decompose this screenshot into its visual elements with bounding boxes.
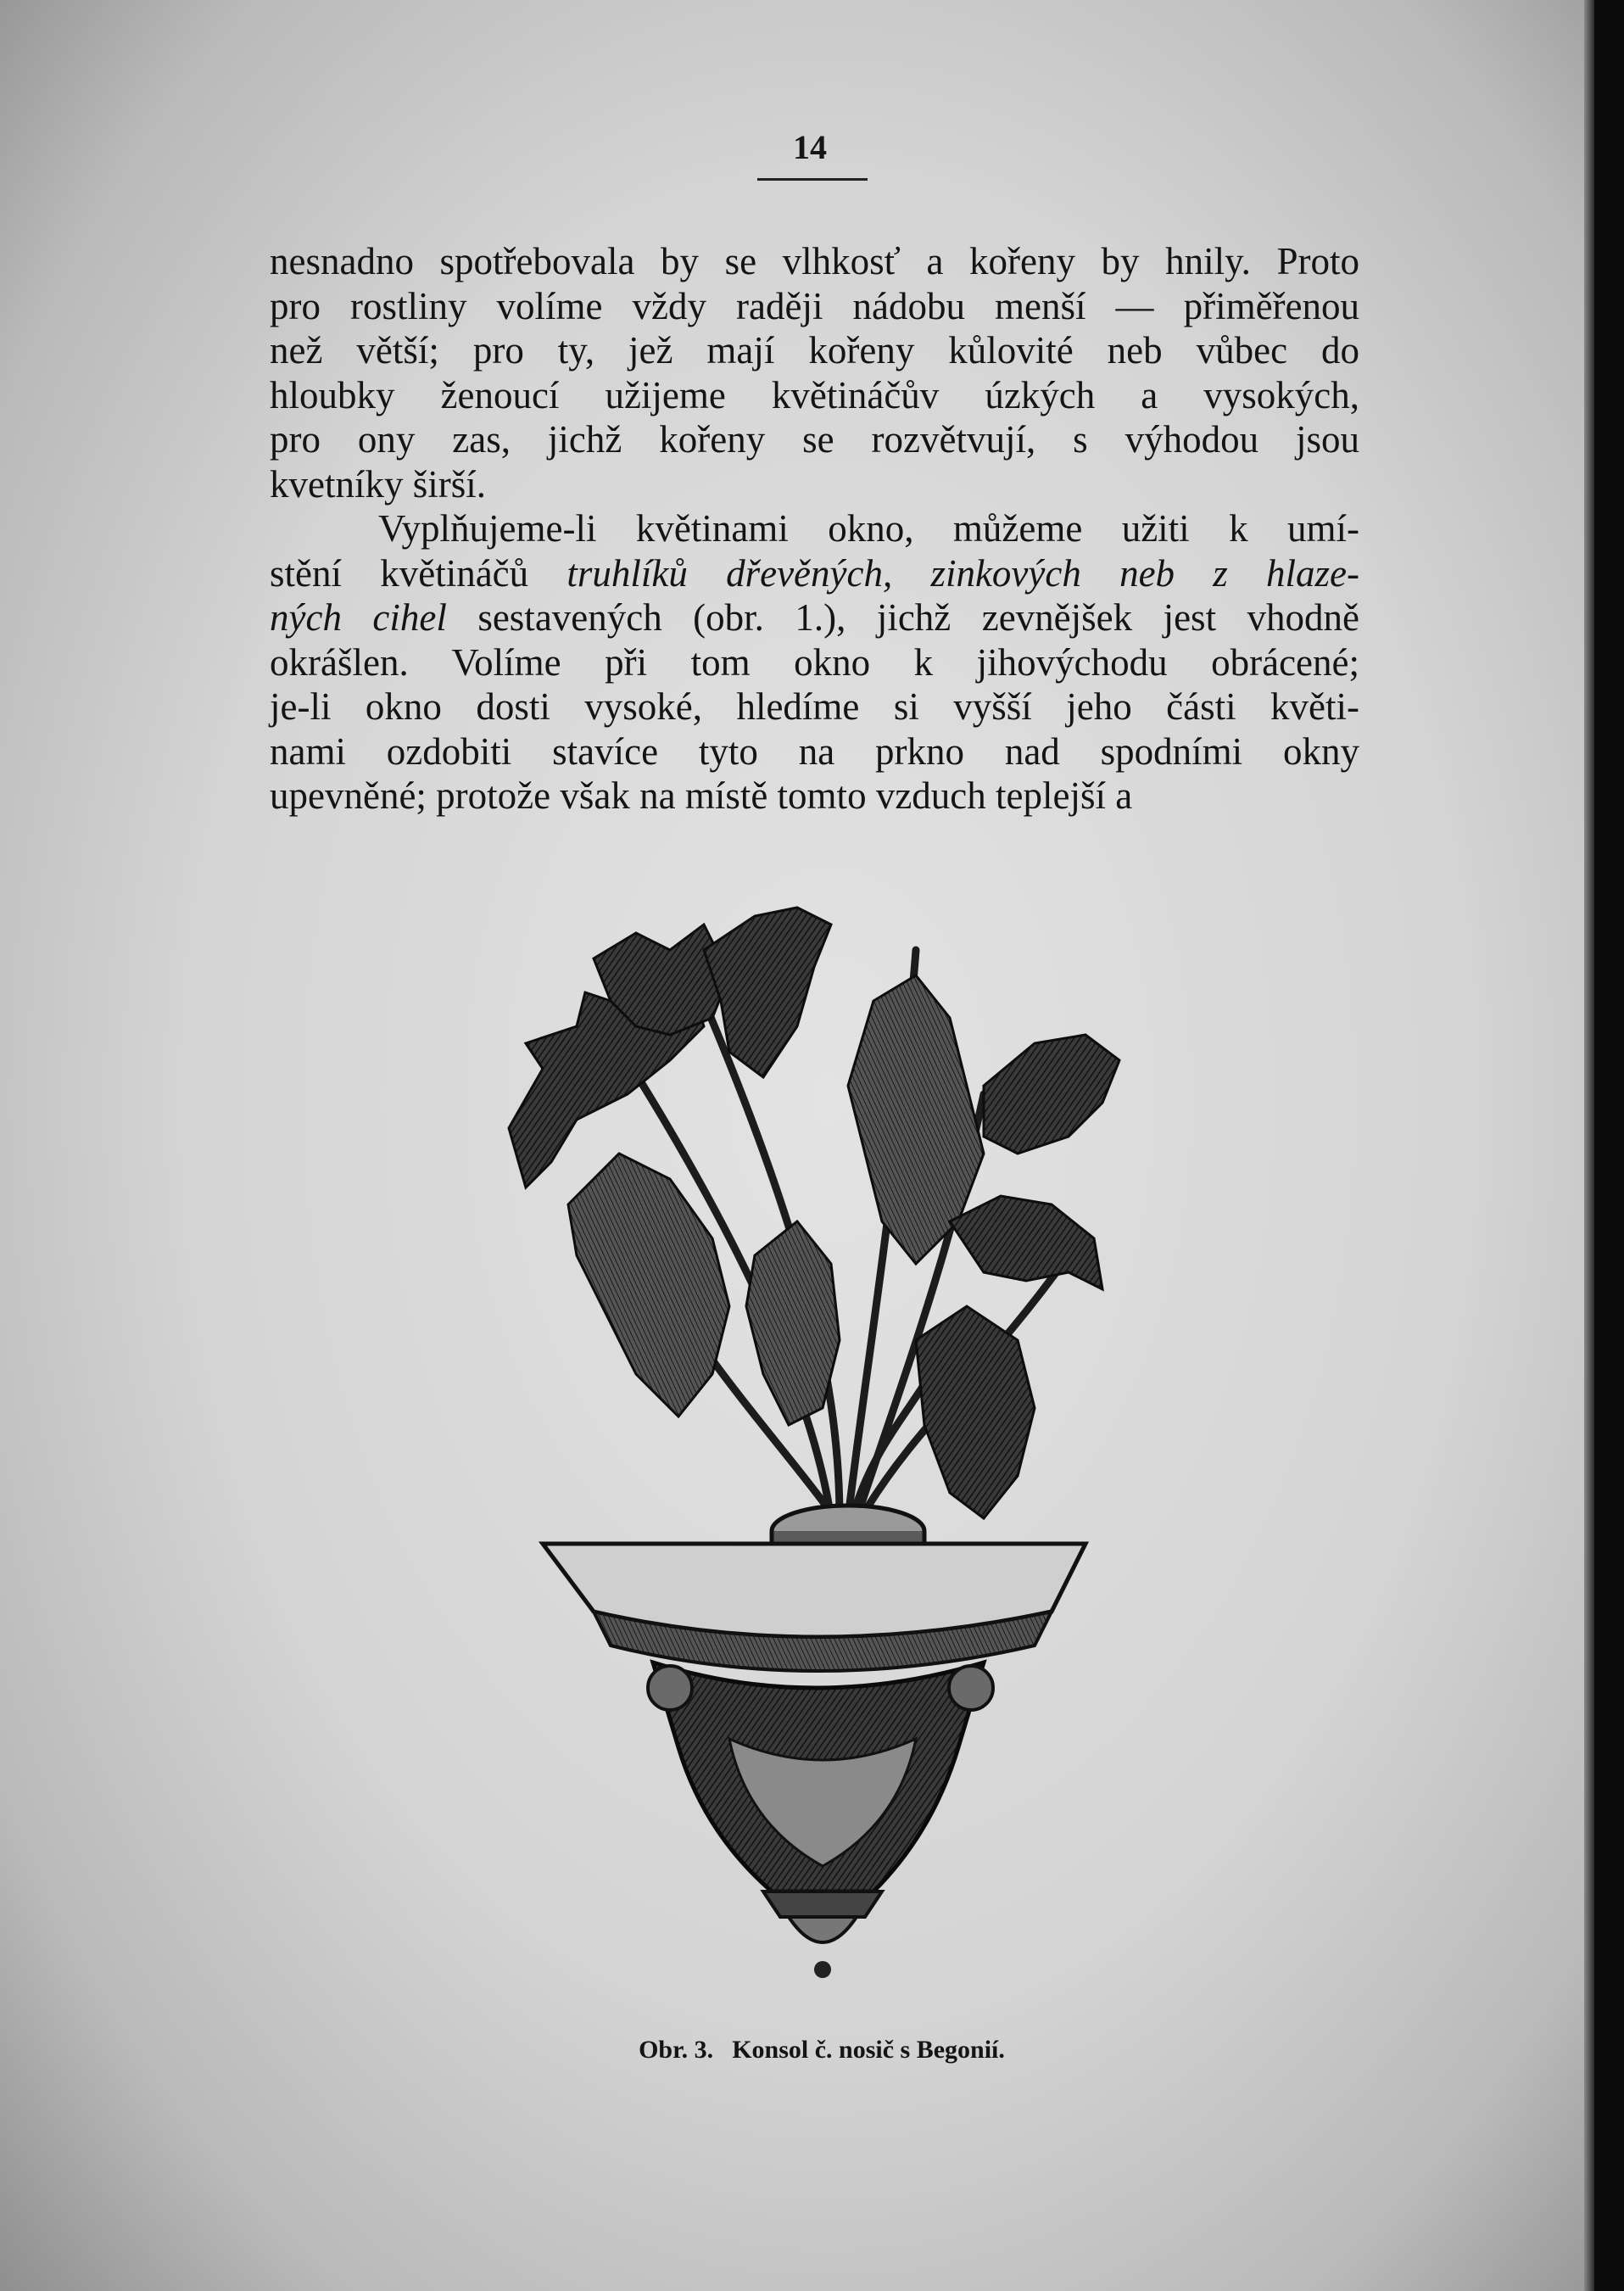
text-line bbox=[270, 284, 1359, 329]
page-number: 14 bbox=[793, 128, 827, 166]
text-line bbox=[270, 595, 1359, 640]
page-edge-shadow bbox=[1584, 0, 1594, 2291]
begonia-console-illustration bbox=[475, 899, 1153, 2002]
text-segment: nami ozdobiti stavíce tyto na prkno nad spodními okny bbox=[270, 729, 1359, 773]
text-segment: okrášlen. Volíme při tom okno k jihovýchodu obrácené; bbox=[270, 640, 1359, 684]
text-segment: je-li okno dosti vysoké, hledíme si vyšší jeho části květi- bbox=[270, 685, 1359, 728]
text-line bbox=[270, 640, 1359, 685]
text-segment: hloubky ženoucí užijeme květináčův úzkých a vysokých, bbox=[270, 373, 1359, 416]
text-segment: Vyplňujeme-li květinami okno, můžeme užiti k umí- bbox=[378, 507, 1359, 550]
figure-caption bbox=[543, 2036, 1119, 2065]
text-segment: stění květináčů bbox=[270, 551, 567, 595]
text-line bbox=[270, 417, 1359, 462]
italic-text-segment: truhlíků dřevěných, zinkových neb z hlaze- bbox=[566, 551, 1359, 595]
page-number-rule bbox=[757, 178, 868, 181]
text-line bbox=[270, 506, 1359, 551]
italic-text-segment: ných cihel bbox=[270, 596, 447, 639]
text-line bbox=[270, 239, 1359, 284]
text-line bbox=[270, 462, 1359, 507]
text-line bbox=[270, 373, 1359, 418]
figure-caption-text: Konsol č. nosič s Begonií. bbox=[732, 2036, 1005, 2064]
text-line bbox=[270, 551, 1359, 596]
text-line bbox=[270, 685, 1359, 729]
text-segment: nesnadno spotřebovala by se vlhkosť a kořeny by hnily. Proto bbox=[270, 240, 1359, 282]
text-segment: upevněné; protože však na místě tomto vzduch teplejší a bbox=[270, 774, 1133, 817]
text-segment: než větší; pro ty, jež mají kořeny kůlovité neb vůbec do bbox=[270, 329, 1359, 372]
body-text bbox=[270, 239, 1359, 819]
text-line bbox=[270, 729, 1359, 774]
text-segment: sestavených (obr. 1.), jichž zevnějšek jest vhodně bbox=[446, 596, 1359, 639]
text-line bbox=[270, 774, 1359, 819]
text-segment: pro ony zas, jichž kořeny se rozvětvují, s výhodou jsou bbox=[270, 418, 1359, 461]
text-line bbox=[270, 328, 1359, 373]
text-segment: pro rostliny volíme vždy raději nádobu menší — přiměřenou bbox=[270, 284, 1359, 327]
text-segment: kvetníky širší. bbox=[270, 462, 486, 506]
figure-label: Obr. 3. bbox=[639, 2036, 714, 2064]
